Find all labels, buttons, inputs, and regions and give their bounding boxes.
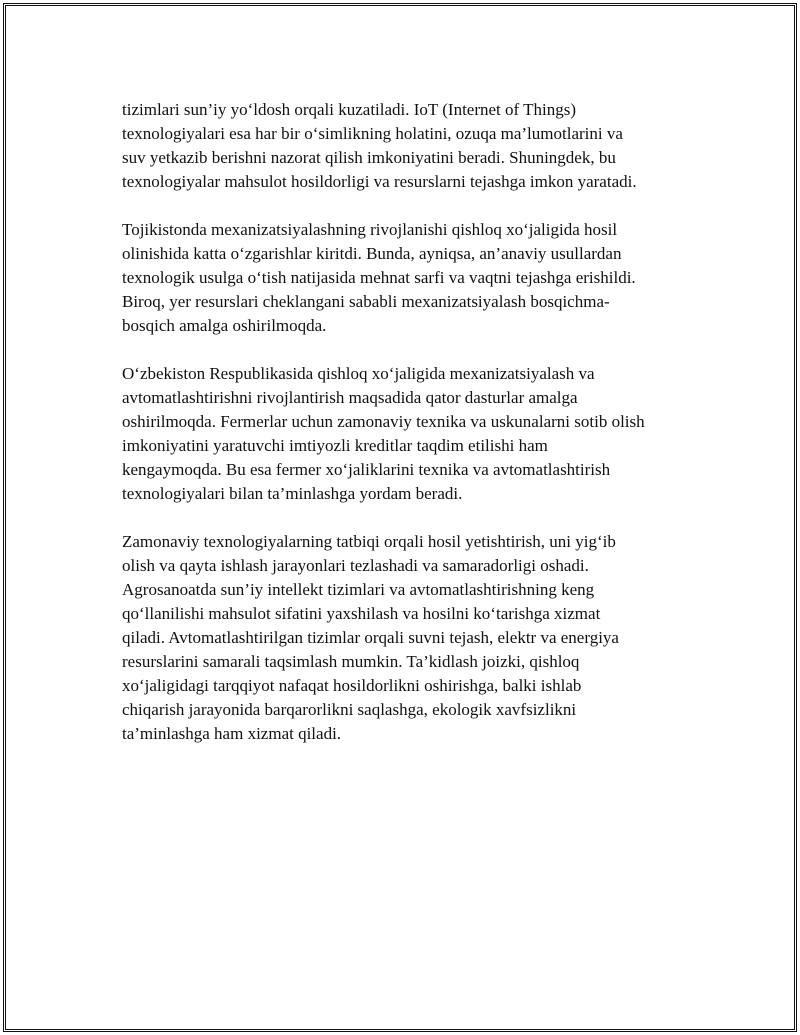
text-line: olinishida katta o‘zgarishlar kiritdi. Bunda, ayniqsa, an’anaviy usullardan [122,244,622,263]
paragraph-3 [122,362,702,506]
text-line: kengaymoqda. Bu esa fermer xo‘jaliklarini texnika va avtomatlashtirish [122,460,611,479]
text-line: Tojikistonda mexanizatsiyalashning rivojlanishi qishloq xo‘jaligida hosil [122,220,618,239]
text-line: O‘zbekiston Respublikasida qishloq xo‘jaligida mexanizatsiyalash va [122,364,595,383]
paragraph-4 [122,530,702,746]
text-line: xo‘jaligidagi tarqqiyot nafaqat hosildorlikni oshirishga, balki ishlab [122,676,582,695]
text-line: oshirilmoqda. Fermerlar uchun zamonaviy texnika va uskunalarni sotib olish [122,412,645,431]
paragraph-1 [122,98,702,194]
text-line: Biroq, yer resurslari cheklangani sababli mexanizatsiyalash bosqichma- [122,292,610,311]
text-line: ta’minlashga ham xizmat qiladi. [122,724,342,743]
text-line: bosqich amalga oshirilmoqda. [122,316,327,335]
text-line: qo‘llanilishi mahsulot sifatini yaxshilash va hosilni ko‘tarishga xizmat [122,604,601,623]
text-line: imkoniyatini yaratuvchi imtiyozli kreditlar taqdim etilishi ham [122,436,548,455]
text-line: qiladi. Avtomatlashtirilgan tizimlar orqali suvni tejash, elektr va energiya [122,628,619,647]
text-line: texnologiyalari bilan ta’minlashga yordam beradi. [122,484,463,503]
text-line: chiqarish jarayonida barqarorlikni saqlashga, ekologik xavfsizlikni [122,700,577,719]
text-line: Agrosanoatda sun’iy intellekt tizimlari va avtomatlashtirishning keng [122,580,595,599]
text-line: avtomatlashtirishni rivojlantirish maqsadida qator dasturlar amalga [122,388,578,407]
text-line: texnologiyalari esa har bir o‘simlikning holatini, ozuqa ma’lumotlarini va [122,124,623,143]
text-line: olish va qayta ishlash jarayonlari tezlashadi va samaradorligi oshadi. [122,556,589,575]
text-line: texnologiyalar mahsulot hosildorligi va resurslarni tejashga imkon yaratadi. [122,172,637,191]
text-line: tizimlari sun’iy yo‘ldosh orqali kuzatiladi. IoT (Internet of Things) [122,100,577,119]
text-line: Zamonaviy texnologiyalarning tatbiqi orqali hosil yetishtirish, uni yig‘ib [122,532,616,551]
text-line: suv yetkazib berishni nazorat qilish imkoniyatini beradi. Shuningdek, bu [122,148,616,167]
page-border [3,3,797,1032]
text-line: texnologik usulga o‘tish natijasida mehnat sarfi va vaqtni tejashga erishildi. [122,268,636,287]
text-line: resurslarini samarali taqsimlash mumkin. Ta’kidlash joizki, qishloq [122,652,580,671]
paragraph-2 [122,218,702,338]
document-body [122,98,702,770]
